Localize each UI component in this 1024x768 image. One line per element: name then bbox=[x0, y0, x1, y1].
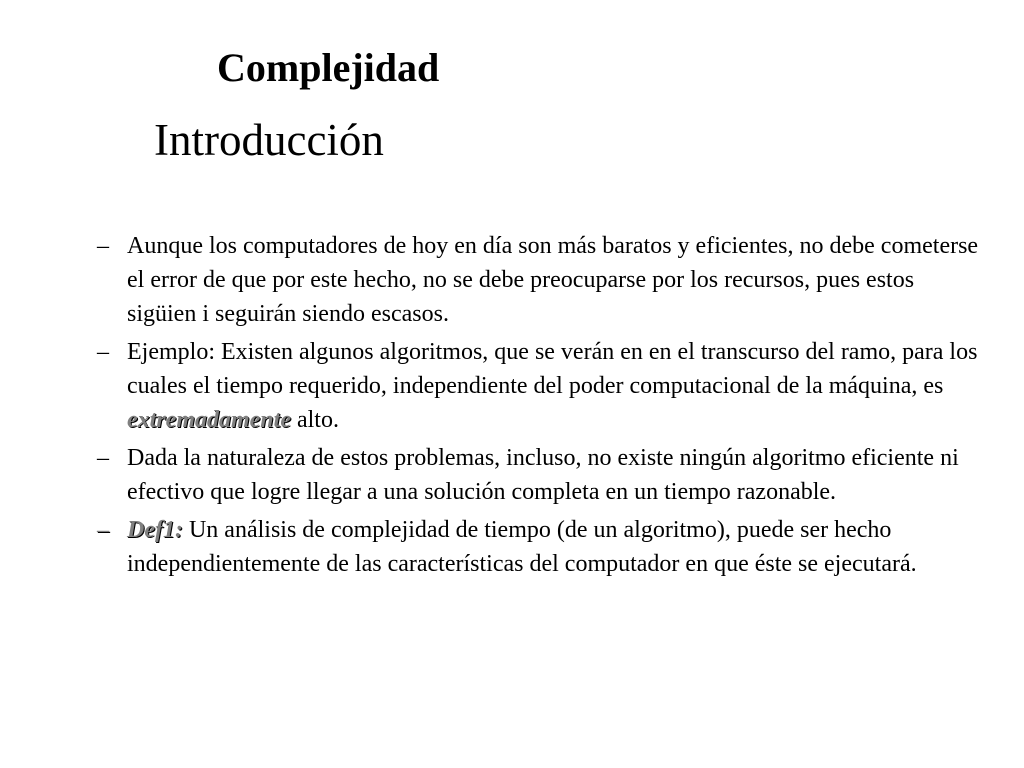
bullet-item-1 bbox=[0, 229, 987, 331]
bullet-list bbox=[0, 229, 1024, 585]
bullet-item-3 bbox=[0, 441, 987, 509]
slide-subtitle: Introducción bbox=[154, 115, 384, 165]
bullet-dash: – bbox=[97, 233, 109, 259]
emphasis-text: extremadamente bbox=[127, 407, 291, 433]
bullet-dash: – bbox=[97, 445, 109, 471]
bullet-text-tail: alto. bbox=[290, 407, 339, 433]
bullet-text: Aunque los computadores de hoy en día son más baratos y eficientes, no debe cometerse el error de que por este hecho, no se debe preocuparse por los recursos, pues estos sigüien i seguirán siendo escasos. bbox=[127, 233, 979, 327]
bullet-dash: – bbox=[97, 517, 109, 543]
bullet-item-4 bbox=[0, 513, 987, 581]
bullet-dash: – bbox=[97, 339, 109, 365]
slide-title: Complejidad bbox=[217, 45, 440, 90]
bullet-text-tail: Un análisis de complejidad de tiempo (de un algoritmo), puede ser hecho independientemente de las características del computador en que éste se ejecutará. bbox=[127, 517, 917, 577]
bullet-text: Dada la naturaleza de estos problemas, incluso, no existe ningún algoritmo eficiente ni efectivo que logre llegar a una solución completa en un tiempo razonable. bbox=[127, 445, 959, 505]
bullet-item-2 bbox=[0, 335, 987, 437]
bullet-text: Ejemplo: Existen algunos algoritmos, que se verán en en el transcurso del ramo, para los cuales el tiempo requerido, independiente del poder computacional de la máquina, es bbox=[127, 339, 978, 399]
definition-label: Def1: bbox=[127, 517, 183, 543]
